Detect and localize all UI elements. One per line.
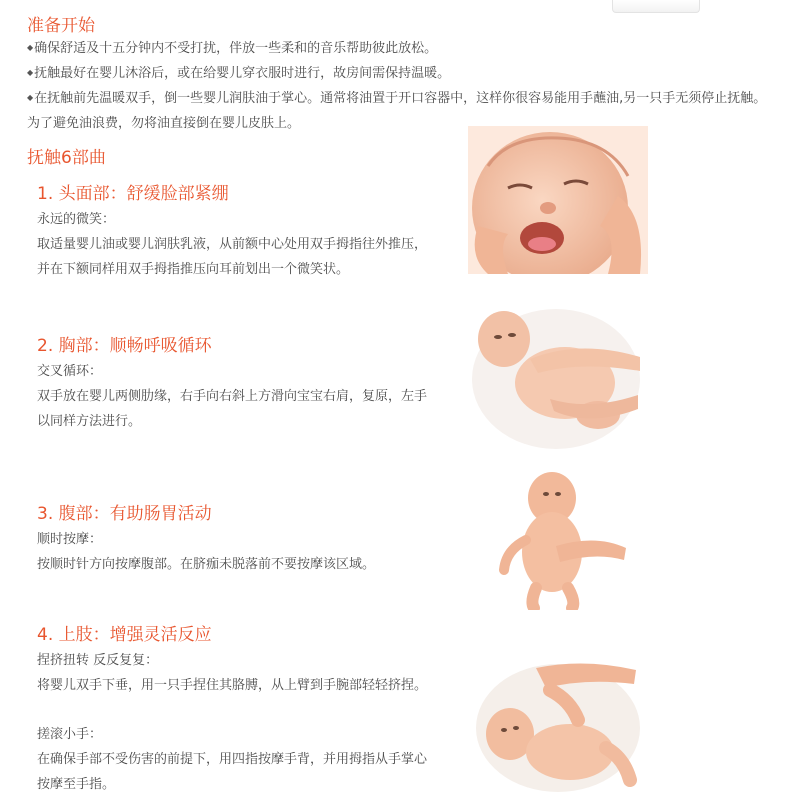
baby-chest-massage-image <box>470 299 642 451</box>
step-3-body: 按顺时针方向按摩腹部。在脐痂未脱落前不要按摩该区域。 <box>37 557 376 572</box>
step-1-subtitle: 永远的微笑： <box>37 212 116 227</box>
step-4-body: 将婴儿双手下垂，用一只手捏住其胳膊，从上臂到手腕部轻轻挤捏。 <box>37 678 428 693</box>
step-4-subtitle: 捏挤扭转 反反复复： <box>37 653 159 668</box>
step-2-title: 2. 胸部：顺畅呼吸循环 <box>37 336 212 356</box>
baby-face-massage-image <box>468 126 648 274</box>
step-4-body-2: 在确保手部不受伤害的前提下，用四指按摩手背，并用拇指从手掌心按摩至手指。 <box>37 752 428 792</box>
step-1-body: 取适量婴儿油或婴儿润肤乳液，从前额中心处用双手拇指往外推压，并在下额同样用双手拇指推压向耳前划出一个微笑状。 <box>37 237 428 277</box>
intro-bullet-2: ◆ 抚触最好在婴儿沐浴后，或在给婴儿穿衣服时进行，故房间需保持温暖。 <box>27 60 772 86</box>
step-2-body: 双手放在婴儿两侧肋缘，右手向右斜上方滑向宝宝右肩，复原，左手以同样方法进行。 <box>37 389 428 429</box>
step-3-subtitle: 顺时按摩： <box>37 532 103 547</box>
section-title: 抚触6部曲 <box>27 148 106 168</box>
step-4-title: 4. 上肢：增强灵活反应 <box>37 625 212 645</box>
baby-arm-massage-image <box>474 648 640 794</box>
step-4-subtitle-2: 搓滚小手： <box>37 727 103 742</box>
step-1-title: 1. 头面部：舒缓脸部紧绷 <box>37 184 229 204</box>
step-2-subtitle: 交叉循环： <box>37 364 103 379</box>
clipped-top-text <box>30 0 450 4</box>
step-3-title: 3. 腹部：有助肠胃活动 <box>37 504 212 524</box>
product-image-fragment <box>612 0 700 13</box>
intro-bullet-3: ◆ 在抚触前先温暖双手，倒一些婴儿润肤油于掌心。通常将油置于开口容器中，这样你很容易能用手蘸油,另一只手无须停止抚触。为了避免油浪费，勿将油直接倒在婴儿皮肤上。 <box>27 85 772 136</box>
intro-bullet-1: ◆ 确保舒适及十五分钟内不受打扰，伴放一些柔和的音乐帮助彼此放松。 <box>27 35 772 61</box>
intro-title: 准备开始 <box>27 16 95 36</box>
baby-tummy-massage-image <box>496 470 628 610</box>
